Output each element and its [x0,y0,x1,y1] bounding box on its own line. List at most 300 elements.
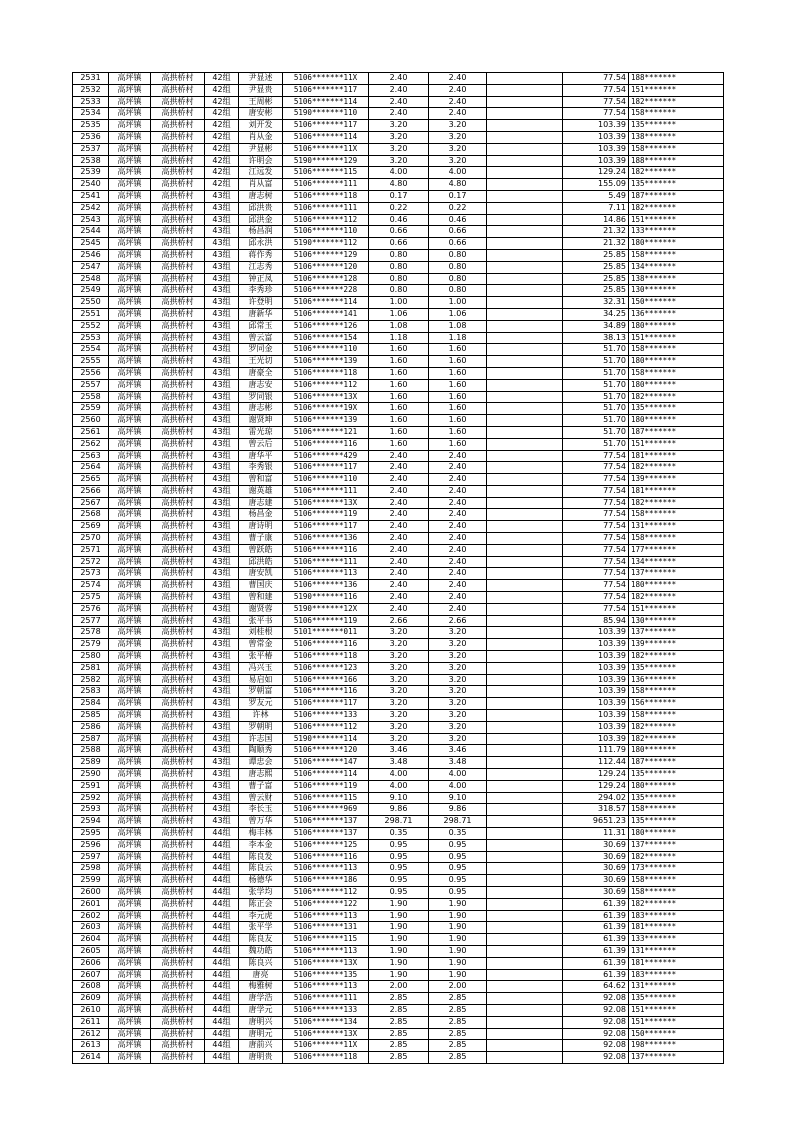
id-number-cell: 5106*******137 [283,816,369,828]
town-cell: 高坪镇 [109,1016,151,1028]
area-confirmed-cell: 3.20 [429,639,487,651]
village-cell: 高拱桥村 [151,544,205,556]
table-row [73,344,724,356]
table-row [73,627,724,639]
table-row [73,733,724,745]
name-cell: 钟正凤 [239,273,283,285]
id-number-cell: 5106*******110 [283,344,369,356]
note-cell [487,190,563,202]
phone-cell: 151******* [629,1016,724,1028]
phone-cell: 130******* [629,615,724,627]
area-cell: 0.35 [369,828,429,840]
name-cell: 谭忠会 [239,757,283,769]
amount-cell: 77.54 [563,544,629,556]
area-cell: 2.85 [369,1040,429,1052]
name-cell: 李秀珍 [239,285,283,297]
village-cell: 高拱桥村 [151,981,205,993]
area-cell: 1.90 [369,969,429,981]
name-cell: 李元虎 [239,910,283,922]
table-row [73,120,724,132]
village-cell: 高拱桥村 [151,603,205,615]
note-cell [487,698,563,710]
village-cell: 高拱桥村 [151,320,205,332]
area-cell: 3.20 [369,698,429,710]
id-number-cell: 5106*******110 [283,226,369,238]
town-cell: 高坪镇 [109,580,151,592]
amount-cell: 30.69 [563,863,629,875]
table-row [73,816,724,828]
phone-cell: 135******* [629,769,724,781]
town-cell: 高坪镇 [109,969,151,981]
phone-cell: 158******* [629,108,724,120]
note-cell [487,804,563,816]
town-cell: 高坪镇 [109,592,151,604]
name-cell: 唐亮 [239,969,283,981]
name-cell: 雷光琼 [239,426,283,438]
area-confirmed-cell: 3.20 [429,733,487,745]
row-number-cell: 2590 [73,769,109,781]
village-cell: 高拱桥村 [151,533,205,545]
name-cell: 梅丰林 [239,828,283,840]
area-confirmed-cell: 3.48 [429,757,487,769]
name-cell: 王光切 [239,356,283,368]
row-number-cell: 2554 [73,344,109,356]
id-number-cell: 5106*******118 [283,367,369,379]
note-cell [487,780,563,792]
note-cell [487,167,563,179]
group-cell: 44组 [205,898,239,910]
id-number-cell: 5106*******113 [283,981,369,993]
row-number-cell: 2573 [73,568,109,580]
amount-cell: 5.49 [563,190,629,202]
town-cell: 高坪镇 [109,308,151,320]
group-cell: 43组 [205,721,239,733]
town-cell: 高坪镇 [109,863,151,875]
area-cell: 0.80 [369,285,429,297]
name-cell: 邱洪贵 [239,202,283,214]
group-cell: 42组 [205,155,239,167]
village-cell: 高拱桥村 [151,839,205,851]
group-cell: 42组 [205,131,239,143]
phone-cell: 136******* [629,308,724,320]
group-cell: 43组 [205,285,239,297]
row-number-cell: 2592 [73,792,109,804]
group-cell: 43组 [205,509,239,521]
name-cell: 江志秀 [239,261,283,273]
amount-cell: 294.02 [563,792,629,804]
town-cell: 高坪镇 [109,426,151,438]
group-cell: 43组 [205,568,239,580]
amount-cell: 34.25 [563,308,629,320]
row-number-cell: 2586 [73,721,109,733]
table-row [73,226,724,238]
note-cell [487,131,563,143]
note-cell [487,497,563,509]
row-number-cell: 2578 [73,627,109,639]
amount-cell: 61.39 [563,898,629,910]
amount-cell: 30.69 [563,839,629,851]
note-cell [487,214,563,226]
amount-cell: 92.08 [563,1040,629,1052]
note-cell [487,403,563,415]
group-cell: 44组 [205,993,239,1005]
town-cell: 高坪镇 [109,792,151,804]
name-cell: 邱常玉 [239,320,283,332]
village-cell: 高拱桥村 [151,509,205,521]
village-cell: 高拱桥村 [151,521,205,533]
note-cell [487,934,563,946]
amount-cell: 51.70 [563,356,629,368]
amount-cell: 51.70 [563,391,629,403]
row-number-cell: 2611 [73,1016,109,1028]
group-cell: 43组 [205,639,239,651]
group-cell: 44组 [205,1016,239,1028]
name-cell: 陈良发 [239,851,283,863]
amount-cell: 77.54 [563,592,629,604]
village-cell: 高拱桥村 [151,674,205,686]
table-row [73,285,724,297]
table-row [73,426,724,438]
town-cell: 高坪镇 [109,957,151,969]
note-cell [487,733,563,745]
table-row [73,320,724,332]
phone-cell: 150******* [629,297,724,309]
name-cell: 蒋作秀 [239,249,283,261]
village-cell: 高拱桥村 [151,922,205,934]
id-number-cell: 5106*******117 [283,84,369,96]
name-cell: 罗朝明 [239,721,283,733]
area-confirmed-cell: 3.20 [429,627,487,639]
area-confirmed-cell: 3.20 [429,662,487,674]
id-number-cell: 5106*******119 [283,780,369,792]
area-confirmed-cell: 0.95 [429,875,487,887]
area-confirmed-cell: 2.85 [429,993,487,1005]
phone-cell: 182******* [629,391,724,403]
name-cell: 肖从金 [239,131,283,143]
row-number-cell: 2596 [73,839,109,851]
table-row [73,568,724,580]
phone-cell: 133******* [629,934,724,946]
village-cell: 高拱桥村 [151,415,205,427]
id-number-cell: 5106*******120 [283,745,369,757]
row-number-cell: 2570 [73,533,109,545]
area-cell: 0.95 [369,851,429,863]
area-confirmed-cell: 2.85 [429,1028,487,1040]
village-cell: 高拱桥村 [151,945,205,957]
phone-cell: 158******* [629,143,724,155]
area-confirmed-cell: 0.35 [429,828,487,840]
town-cell: 高坪镇 [109,556,151,568]
name-cell: 曾云财 [239,792,283,804]
note-cell [487,297,563,309]
note-cell [487,957,563,969]
amount-cell: 103.39 [563,674,629,686]
name-cell: 陈良兴 [239,957,283,969]
note-cell [487,875,563,887]
table-row [73,721,724,733]
name-cell: 肖从富 [239,179,283,191]
group-cell: 43组 [205,615,239,627]
phone-cell: 181******* [629,450,724,462]
phone-cell: 182******* [629,592,724,604]
amount-cell: 77.54 [563,603,629,615]
note-cell [487,816,563,828]
town-cell: 高坪镇 [109,533,151,545]
group-cell: 43组 [205,214,239,226]
town-cell: 高坪镇 [109,780,151,792]
phone-cell: 188******* [629,155,724,167]
row-number-cell: 2533 [73,96,109,108]
amount-cell: 51.70 [563,367,629,379]
group-cell: 44组 [205,875,239,887]
town-cell: 高坪镇 [109,922,151,934]
phone-cell: 180******* [629,828,724,840]
name-cell: 尹显彬 [239,143,283,155]
row-number-cell: 2580 [73,651,109,663]
village-cell: 高拱桥村 [151,580,205,592]
amount-cell: 61.39 [563,945,629,957]
village-cell: 高拱桥村 [151,792,205,804]
village-cell: 高拱桥村 [151,757,205,769]
village-cell: 高拱桥村 [151,780,205,792]
note-cell [487,426,563,438]
group-cell: 43组 [205,733,239,745]
row-number-cell: 2588 [73,745,109,757]
village-cell: 高拱桥村 [151,662,205,674]
table-row [73,379,724,391]
name-cell: 罗同银 [239,391,283,403]
id-number-cell: 5106*******131 [283,922,369,934]
group-cell: 43组 [205,261,239,273]
id-number-cell: 5106*******117 [283,521,369,533]
id-number-cell: 5106*******113 [283,910,369,922]
area-cell: 0.46 [369,214,429,226]
amount-cell: 14.86 [563,214,629,226]
amount-cell: 61.39 [563,934,629,946]
row-number-cell: 2559 [73,403,109,415]
note-cell [487,509,563,521]
area-cell: 0.80 [369,261,429,273]
town-cell: 高坪镇 [109,721,151,733]
id-number-cell: 5106*******116 [283,639,369,651]
name-cell: 曹子富 [239,780,283,792]
row-number-cell: 2614 [73,1052,109,1064]
name-cell: 唐明兴 [239,1016,283,1028]
area-confirmed-cell: 0.66 [429,238,487,250]
amount-cell: 30.69 [563,851,629,863]
phone-cell: 134******* [629,556,724,568]
town-cell: 高坪镇 [109,651,151,663]
amount-cell: 77.54 [563,96,629,108]
amount-cell: 155.09 [563,179,629,191]
area-cell: 3.46 [369,745,429,757]
row-number-cell: 2549 [73,285,109,297]
note-cell [487,450,563,462]
town-cell: 高坪镇 [109,273,151,285]
area-confirmed-cell: 2.40 [429,568,487,580]
village-cell: 高拱桥村 [151,261,205,273]
amount-cell: 103.39 [563,662,629,674]
row-number-cell: 2599 [73,875,109,887]
town-cell: 高坪镇 [109,285,151,297]
town-cell: 高坪镇 [109,1004,151,1016]
phone-cell: 180******* [629,238,724,250]
id-number-cell: 5106*******969 [283,804,369,816]
id-number-cell: 5106*******112 [283,721,369,733]
note-cell [487,769,563,781]
amount-cell: 51.70 [563,415,629,427]
table-row [73,143,724,155]
id-number-cell: 5190*******129 [283,155,369,167]
area-confirmed-cell: 1.90 [429,898,487,910]
area-cell: 2.40 [369,533,429,545]
area-confirmed-cell: 2.40 [429,533,487,545]
id-number-cell: 5106*******147 [283,757,369,769]
group-cell: 42组 [205,179,239,191]
table-row [73,108,724,120]
amount-cell: 77.54 [563,474,629,486]
village-cell: 高拱桥村 [151,462,205,474]
amount-cell: 61.39 [563,957,629,969]
town-cell: 高坪镇 [109,544,151,556]
table-row [73,792,724,804]
area-confirmed-cell: 2.40 [429,497,487,509]
table-row [73,544,724,556]
group-cell: 44组 [205,1004,239,1016]
id-number-cell: 5106*******120 [283,261,369,273]
id-number-cell: 5106*******114 [283,769,369,781]
area-cell: 2.40 [369,450,429,462]
area-cell: 4.80 [369,179,429,191]
group-cell: 43组 [205,426,239,438]
village-cell: 高拱桥村 [151,993,205,1005]
group-cell: 43组 [205,792,239,804]
note-cell [487,308,563,320]
row-number-cell: 2540 [73,179,109,191]
phone-cell: 187******* [629,757,724,769]
town-cell: 高坪镇 [109,497,151,509]
name-cell: 冯兴玉 [239,662,283,674]
note-cell [487,922,563,934]
data-table [72,72,724,1064]
note-cell [487,898,563,910]
id-number-cell: 5106*******13X [283,957,369,969]
group-cell: 43组 [205,379,239,391]
area-confirmed-cell: 4.00 [429,780,487,792]
amount-cell: 25.85 [563,273,629,285]
area-cell: 2.40 [369,84,429,96]
group-cell: 43组 [205,662,239,674]
village-cell: 高拱桥村 [151,1004,205,1016]
row-number-cell: 2543 [73,214,109,226]
group-cell: 43组 [205,521,239,533]
note-cell [487,945,563,957]
note-cell [487,615,563,627]
phone-cell: 135******* [629,120,724,132]
area-cell: 2.40 [369,509,429,521]
row-number-cell: 2595 [73,828,109,840]
village-cell: 高拱桥村 [151,285,205,297]
phone-cell: 180******* [629,745,724,757]
village-cell: 高拱桥村 [151,273,205,285]
note-cell [487,828,563,840]
name-cell: 杨昌润 [239,226,283,238]
name-cell: 易启如 [239,674,283,686]
table-row [73,863,724,875]
id-number-cell: 5106*******112 [283,886,369,898]
town-cell: 高坪镇 [109,190,151,202]
row-number-cell: 2584 [73,698,109,710]
note-cell [487,533,563,545]
id-number-cell: 5106*******11X [283,73,369,85]
amount-cell: 77.54 [563,568,629,580]
table-row [73,367,724,379]
village-cell: 高拱桥村 [151,875,205,887]
id-number-cell: 5106*******11X [283,143,369,155]
id-number-cell: 5106*******13X [283,497,369,509]
id-number-cell: 5106*******111 [283,179,369,191]
amount-cell: 103.39 [563,686,629,698]
note-cell [487,592,563,604]
note-cell [487,1040,563,1052]
village-cell: 高拱桥村 [151,143,205,155]
amount-cell: 77.54 [563,485,629,497]
note-cell [487,474,563,486]
village-cell: 高拱桥村 [151,898,205,910]
id-number-cell: 5106*******114 [283,96,369,108]
area-confirmed-cell: 1.60 [429,426,487,438]
table-row [73,521,724,533]
note-cell [487,155,563,167]
id-number-cell: 5106*******118 [283,651,369,663]
name-cell: 罗同金 [239,344,283,356]
area-cell: 298.71 [369,816,429,828]
village-cell: 高拱桥村 [151,190,205,202]
table-body [73,73,724,1064]
village-cell: 高拱桥村 [151,391,205,403]
name-cell: 曾常金 [239,639,283,651]
town-cell: 高坪镇 [109,627,151,639]
note-cell [487,320,563,332]
area-confirmed-cell: 0.80 [429,285,487,297]
table-row [73,1028,724,1040]
row-number-cell: 2607 [73,969,109,981]
group-cell: 43组 [205,403,239,415]
village-cell: 高拱桥村 [151,108,205,120]
area-confirmed-cell: 298.71 [429,816,487,828]
group-cell: 43组 [205,226,239,238]
amount-cell: 92.08 [563,1028,629,1040]
row-number-cell: 2609 [73,993,109,1005]
town-cell: 高坪镇 [109,1040,151,1052]
id-number-cell: 5106*******19X [283,403,369,415]
area-cell: 2.40 [369,603,429,615]
area-cell: 3.20 [369,143,429,155]
table-row [73,603,724,615]
area-cell: 0.95 [369,839,429,851]
id-number-cell: 5106*******115 [283,934,369,946]
phone-cell: 137******* [629,839,724,851]
area-cell: 2.40 [369,592,429,604]
table-row [73,261,724,273]
area-confirmed-cell: 2.40 [429,450,487,462]
town-cell: 高坪镇 [109,297,151,309]
area-cell: 2.85 [369,1052,429,1064]
table-row [73,84,724,96]
amount-cell: 77.54 [563,521,629,533]
town-cell: 高坪镇 [109,238,151,250]
area-confirmed-cell: 3.20 [429,710,487,722]
